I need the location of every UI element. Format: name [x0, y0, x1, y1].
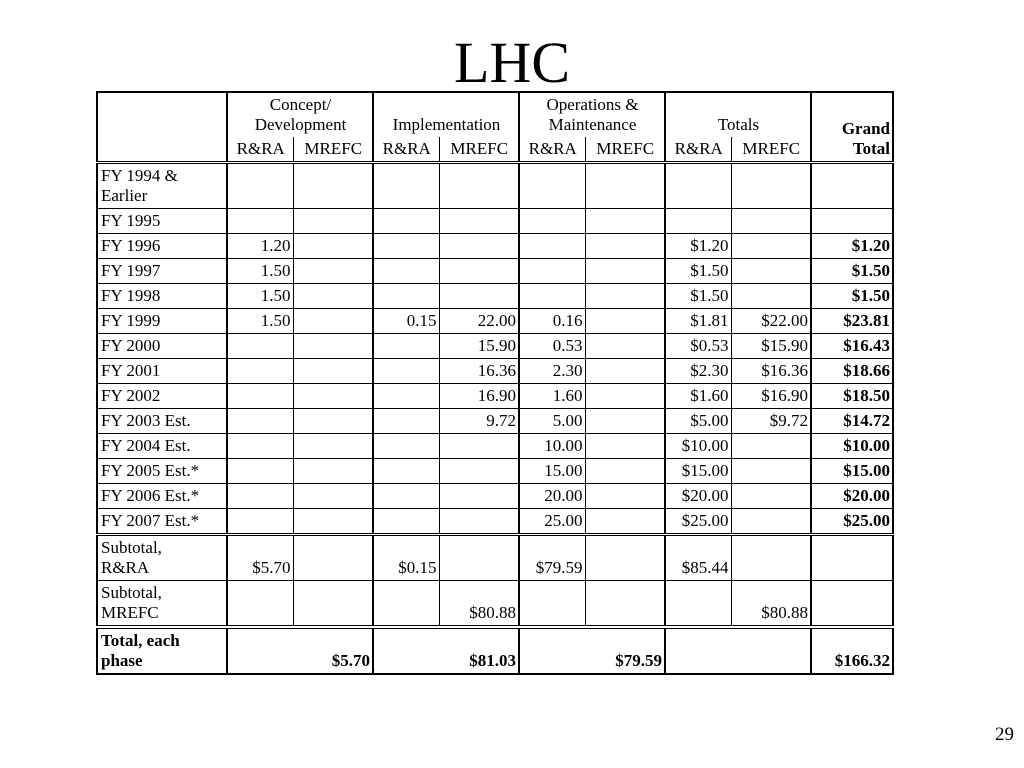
- value-cell: [731, 163, 811, 209]
- row-label: [97, 284, 227, 309]
- row-label-line1: FY 2006 Est.*: [101, 486, 200, 505]
- total-label-line1: Total, each: [101, 631, 180, 650]
- phase-total-cell: $81.03: [373, 627, 519, 674]
- value-cell: 1.20: [227, 234, 293, 259]
- row-label-line1: FY 2001: [101, 361, 161, 380]
- value-cell: [373, 259, 439, 284]
- total-label-line2: phase: [101, 651, 143, 670]
- row-label-line2: R&RA: [101, 558, 150, 577]
- value-cell: [731, 284, 811, 309]
- table-row: [97, 259, 893, 284]
- value-cell: [227, 434, 293, 459]
- group-header-line2: Maintenance: [548, 115, 637, 134]
- grand-total-cell: [811, 581, 893, 628]
- value-cell: 5.00: [519, 409, 585, 434]
- row-label: [97, 334, 227, 359]
- grand-total-cell: $23.81: [811, 309, 893, 334]
- sub-header-cell: R&RA: [227, 137, 293, 163]
- row-label-line1: FY 2000: [101, 336, 161, 355]
- value-cell: [665, 209, 731, 234]
- table-row: [97, 163, 893, 209]
- value-cell: [373, 163, 439, 209]
- value-cell: [373, 581, 439, 628]
- value-cell: [373, 484, 439, 509]
- table-row: [97, 309, 893, 334]
- value-cell: [293, 209, 373, 234]
- row-label: [97, 509, 227, 535]
- value-cell: $80.88: [439, 581, 519, 628]
- value-cell: $15.00: [665, 459, 731, 484]
- group-header-line2: Development: [254, 115, 347, 134]
- value-cell: 25.00: [519, 509, 585, 535]
- row-label: [97, 234, 227, 259]
- value-cell: [293, 259, 373, 284]
- row-label: [97, 409, 227, 434]
- group-header-line2: Totals: [717, 115, 760, 134]
- value-cell: [585, 284, 665, 309]
- value-cell: 20.00: [519, 484, 585, 509]
- value-cell: [585, 209, 665, 234]
- value-cell: [373, 359, 439, 384]
- grand-total-cell: $1.50: [811, 259, 893, 284]
- value-cell: [731, 484, 811, 509]
- table-row: [97, 334, 893, 359]
- value-cell: [519, 284, 585, 309]
- value-cell: $16.90: [731, 384, 811, 409]
- group-header-operations: [519, 92, 665, 137]
- value-cell: [227, 581, 293, 628]
- value-cell: $1.50: [665, 284, 731, 309]
- value-cell: [585, 309, 665, 334]
- value-cell: [293, 434, 373, 459]
- corner-cell: [97, 92, 227, 163]
- row-label-line1: FY 1997: [101, 261, 161, 280]
- row-label-line2: MREFC: [101, 603, 159, 622]
- value-cell: $22.00: [731, 309, 811, 334]
- row-label-line1: Subtotal,: [101, 538, 162, 557]
- row-label-line1: FY 2007 Est.*: [101, 511, 200, 530]
- value-cell: [439, 234, 519, 259]
- value-cell: [439, 484, 519, 509]
- sub-header-cell: R&RA: [519, 137, 585, 163]
- value-cell: $85.44: [665, 535, 731, 581]
- value-cell: $9.72: [731, 409, 811, 434]
- row-label-line1: FY 1995: [101, 211, 161, 230]
- grand-total-cell: $16.43: [811, 334, 893, 359]
- table-row: [97, 209, 893, 234]
- value-cell: [585, 459, 665, 484]
- value-cell: [585, 259, 665, 284]
- value-cell: 1.50: [227, 259, 293, 284]
- value-cell: $1.60: [665, 384, 731, 409]
- value-cell: 1.50: [227, 284, 293, 309]
- value-cell: [439, 509, 519, 535]
- value-cell: [373, 234, 439, 259]
- value-cell: [227, 509, 293, 535]
- value-cell: [293, 509, 373, 535]
- value-cell: [439, 284, 519, 309]
- value-cell: 16.90: [439, 384, 519, 409]
- value-cell: [585, 234, 665, 259]
- grand-total-cell: $18.66: [811, 359, 893, 384]
- value-cell: 10.00: [519, 434, 585, 459]
- grand-total-header: [811, 92, 893, 163]
- grand-total-cell: $1.20: [811, 234, 893, 259]
- grand-total-cell: [811, 209, 893, 234]
- row-label: [97, 434, 227, 459]
- value-cell: [293, 334, 373, 359]
- value-cell: [227, 163, 293, 209]
- value-cell: [519, 581, 585, 628]
- value-cell: [373, 409, 439, 434]
- value-cell: 0.16: [519, 309, 585, 334]
- grand-total-cell: $20.00: [811, 484, 893, 509]
- value-cell: [585, 509, 665, 535]
- value-cell: [519, 259, 585, 284]
- grand-total-cell: $25.00: [811, 509, 893, 535]
- value-cell: [519, 234, 585, 259]
- value-cell: [585, 581, 665, 628]
- row-label: [97, 209, 227, 234]
- value-cell: [519, 209, 585, 234]
- value-cell: [227, 384, 293, 409]
- group-header-implementation: [373, 92, 519, 137]
- value-cell: [439, 209, 519, 234]
- value-cell: $20.00: [665, 484, 731, 509]
- sub-header-cell: MREFC: [731, 137, 811, 163]
- value-cell: 0.15: [373, 309, 439, 334]
- row-label: [97, 484, 227, 509]
- value-cell: 22.00: [439, 309, 519, 334]
- table-row: [97, 284, 893, 309]
- group-header-line1: Concept/: [269, 95, 332, 114]
- grand-total-cell: $10.00: [811, 434, 893, 459]
- value-cell: [585, 434, 665, 459]
- value-cell: $79.59: [519, 535, 585, 581]
- grand-total-cell: $15.00: [811, 459, 893, 484]
- value-cell: [585, 484, 665, 509]
- value-cell: [665, 581, 731, 628]
- value-cell: [293, 459, 373, 484]
- grand-total-cell: [811, 163, 893, 209]
- group-header-line2: Implementation: [392, 115, 501, 134]
- page-number: 29: [995, 724, 1014, 745]
- sub-header-cell: MREFC: [585, 137, 665, 163]
- value-cell: [585, 535, 665, 581]
- table-row: [97, 459, 893, 484]
- group-header-totals: [665, 92, 811, 137]
- row-label-line1: FY 1994 &: [101, 166, 178, 185]
- value-cell: [227, 209, 293, 234]
- row-label-line1: FY 1996: [101, 236, 161, 255]
- group-header-concept: [227, 92, 373, 137]
- row-label-line1: FY 1999: [101, 311, 161, 330]
- value-cell: [293, 359, 373, 384]
- row-label-line1: FY 1998: [101, 286, 161, 305]
- value-cell: 1.50: [227, 309, 293, 334]
- value-cell: $5.70: [227, 535, 293, 581]
- value-cell: 0.53: [519, 334, 585, 359]
- value-cell: 2.30: [519, 359, 585, 384]
- table-row: [97, 434, 893, 459]
- value-cell: $5.00: [665, 409, 731, 434]
- value-cell: [373, 209, 439, 234]
- value-cell: [519, 163, 585, 209]
- table-row: [97, 384, 893, 409]
- value-cell: [439, 163, 519, 209]
- value-cell: [439, 434, 519, 459]
- value-cell: $15.90: [731, 334, 811, 359]
- value-cell: [731, 259, 811, 284]
- table-row: [97, 581, 893, 628]
- value-cell: [293, 384, 373, 409]
- row-label: [97, 535, 227, 581]
- row-label-line1: FY 2002: [101, 386, 161, 405]
- row-label: [97, 459, 227, 484]
- row-label-line1: FY 2005 Est.*: [101, 461, 200, 480]
- value-cell: 15.90: [439, 334, 519, 359]
- row-label-line1: FY 2004 Est.: [101, 436, 191, 455]
- slide-title: LHC: [454, 30, 570, 95]
- table-row: [97, 234, 893, 259]
- row-label: [97, 581, 227, 628]
- value-cell: $16.36: [731, 359, 811, 384]
- grand-total-header-line2: Total: [852, 139, 890, 158]
- value-cell: [227, 334, 293, 359]
- value-cell: [585, 384, 665, 409]
- value-cell: [665, 163, 731, 209]
- value-cell: [439, 535, 519, 581]
- value-cell: [373, 509, 439, 535]
- row-label: [97, 384, 227, 409]
- phase-total-cell: $5.70: [227, 627, 373, 674]
- header-row-1: [97, 92, 893, 137]
- value-cell: [731, 459, 811, 484]
- total-row-label: [97, 627, 227, 674]
- grand-total-cell: $14.72: [811, 409, 893, 434]
- value-cell: 16.36: [439, 359, 519, 384]
- row-label: [97, 163, 227, 209]
- value-cell: [293, 234, 373, 259]
- value-cell: $1.81: [665, 309, 731, 334]
- table-row: [97, 535, 893, 581]
- value-cell: [227, 459, 293, 484]
- row-label-line1: Subtotal,: [101, 583, 162, 602]
- value-cell: [293, 535, 373, 581]
- value-cell: [585, 409, 665, 434]
- value-cell: [439, 259, 519, 284]
- value-cell: [439, 459, 519, 484]
- value-cell: [731, 209, 811, 234]
- value-cell: [373, 459, 439, 484]
- group-header-line1: Operations &: [546, 95, 639, 114]
- value-cell: $0.53: [665, 334, 731, 359]
- value-cell: [373, 434, 439, 459]
- value-cell: [585, 359, 665, 384]
- value-cell: [585, 163, 665, 209]
- value-cell: [373, 284, 439, 309]
- value-cell: $2.30: [665, 359, 731, 384]
- value-cell: [293, 309, 373, 334]
- total-row: [97, 627, 893, 674]
- value-cell: $25.00: [665, 509, 731, 535]
- sub-header-cell: MREFC: [439, 137, 519, 163]
- value-cell: [293, 484, 373, 509]
- grand-total-cell: $18.50: [811, 384, 893, 409]
- value-cell: $1.50: [665, 259, 731, 284]
- overall-grand-total: $166.32: [811, 627, 893, 674]
- value-cell: [227, 484, 293, 509]
- value-cell: 1.60: [519, 384, 585, 409]
- row-label: [97, 259, 227, 284]
- grand-total-cell: [811, 535, 893, 581]
- row-label: [97, 309, 227, 334]
- totals-spacer-cell: [665, 627, 811, 674]
- sub-header-cell: R&RA: [665, 137, 731, 163]
- value-cell: [373, 334, 439, 359]
- row-label-line2: Earlier: [101, 186, 148, 205]
- table-row: [97, 484, 893, 509]
- value-cell: $80.88: [731, 581, 811, 628]
- table-row: [97, 509, 893, 535]
- value-cell: [731, 509, 811, 535]
- value-cell: [731, 535, 811, 581]
- phase-total-cell: $79.59: [519, 627, 665, 674]
- budget-table: [96, 91, 894, 675]
- value-cell: [293, 284, 373, 309]
- value-cell: [585, 334, 665, 359]
- value-cell: [293, 581, 373, 628]
- row-label: [97, 359, 227, 384]
- value-cell: 15.00: [519, 459, 585, 484]
- value-cell: $0.15: [373, 535, 439, 581]
- value-cell: [731, 434, 811, 459]
- value-cell: [731, 234, 811, 259]
- table-row: [97, 359, 893, 384]
- value-cell: $1.20: [665, 234, 731, 259]
- grand-total-header-line1: Grand: [841, 119, 890, 138]
- value-cell: [227, 359, 293, 384]
- row-label-line1: FY 2003 Est.: [101, 411, 191, 430]
- grand-total-cell: $1.50: [811, 284, 893, 309]
- value-cell: [373, 384, 439, 409]
- value-cell: $10.00: [665, 434, 731, 459]
- value-cell: [293, 163, 373, 209]
- value-cell: 9.72: [439, 409, 519, 434]
- table-row: [97, 409, 893, 434]
- value-cell: [227, 409, 293, 434]
- sub-header-cell: R&RA: [373, 137, 439, 163]
- value-cell: [293, 409, 373, 434]
- sub-header-cell: MREFC: [293, 137, 373, 163]
